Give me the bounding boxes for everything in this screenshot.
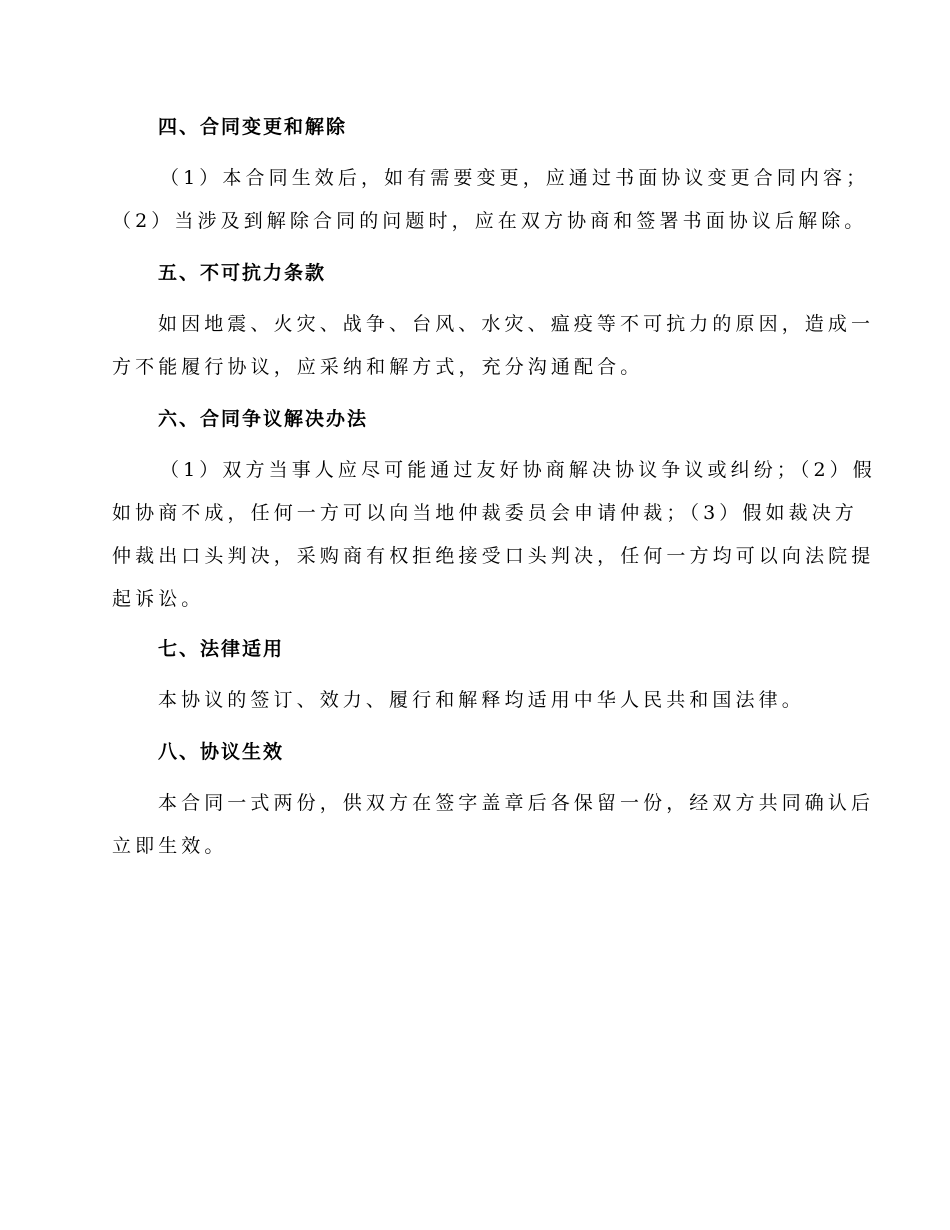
section-heading: 八、协议生效 [158,741,285,763]
paragraph-line: 如协商不成，任何一方可以向当地仲裁委员会申请仲裁；（3）假如裁决方 [112,502,858,524]
paragraph-line: 如因地震、火灾、战争、台风、水灾、瘟疫等不可抗力的原因，造成一 [158,313,875,335]
paragraph-line: 立即生效。 [112,835,228,857]
paragraph-line: （1）本合同生效后，如有需要变更，应通过书面协议变更合同内容； [160,167,870,189]
section-heading: 五、不可抗力条款 [158,262,327,284]
paragraph-line: 仲裁出口头判决，采购商有权拒绝接受口头判决，任何一方均可以向法院提 [112,545,875,567]
section-heading: 六、合同争议解决办法 [158,408,369,430]
paragraph-line: （1）双方当事人应尽可能通过友好协商解决协议争议或纠纷；（2）假 [160,459,876,481]
paragraph-line: （2）当涉及到解除合同的问题时，应在双方协商和签署书面协议后解除。 [112,210,868,232]
section-heading: 七、法律适用 [158,638,285,660]
section-heading: 四、合同变更和解除 [158,116,348,138]
paragraph-line: 方不能履行协议，应采纳和解方式，充分沟通配合。 [112,356,644,378]
paragraph-line: 本协议的签订、效力、履行和解释均适用中华人民共和国法律。 [158,689,805,711]
paragraph-line: 本合同一式两份，供双方在签字盖章后各保留一份，经双方共同确认后 [158,792,875,814]
paragraph-line: 起诉讼。 [112,588,205,610]
